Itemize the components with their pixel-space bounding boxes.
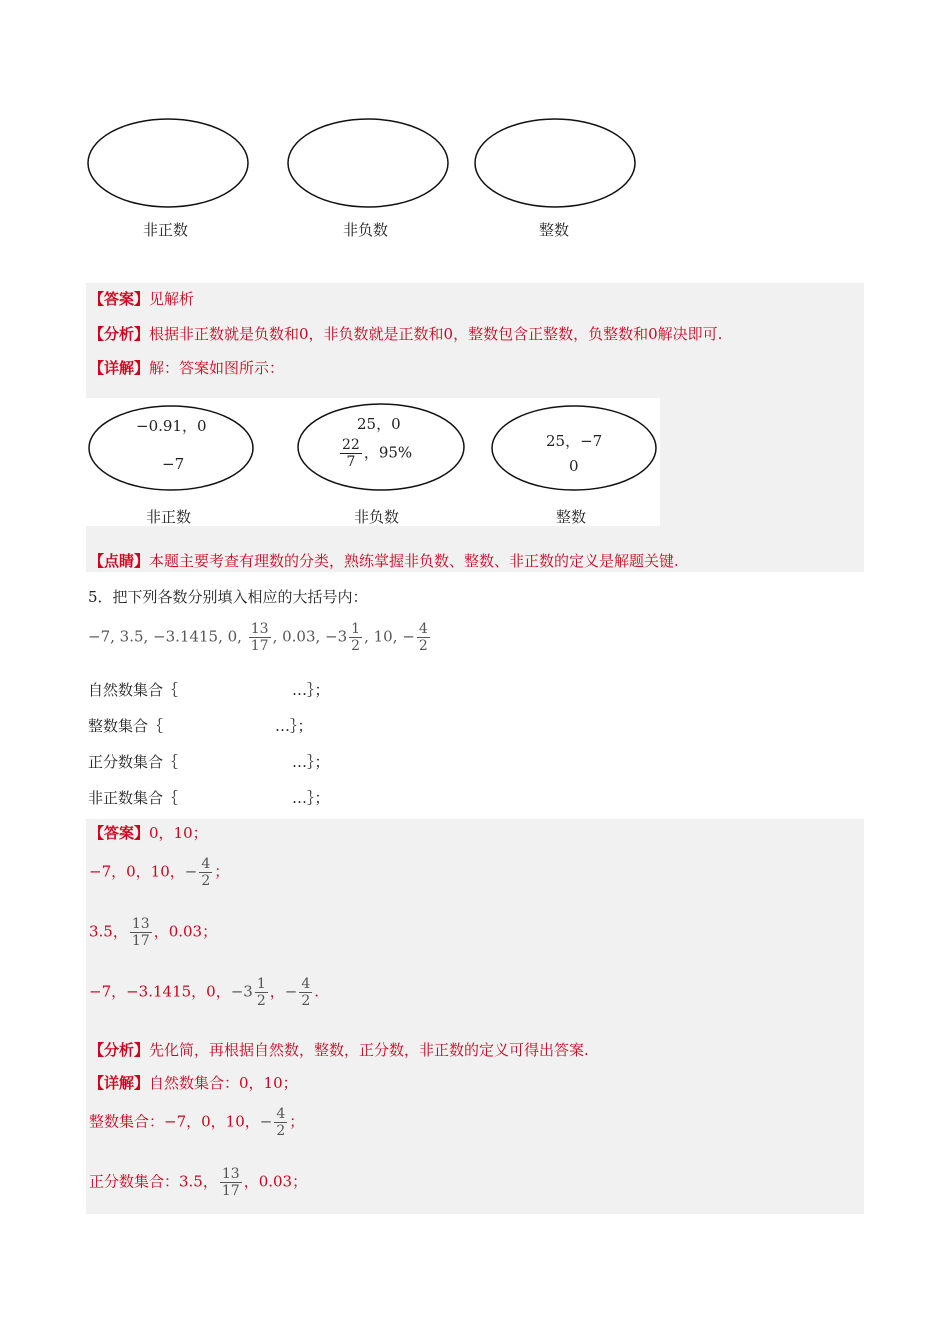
q5-answer-line4: −7，−3.1415，0，−3 $\frac{1}{2}$ ，− $\frac{4}{2}$ .: [89, 976, 320, 1009]
set-integer-label: 整数集合｛: [88, 717, 164, 735]
q4-answer-tag: 【答案】: [89, 290, 150, 308]
set-posfrac-label: 正分数集合｛: [88, 753, 179, 771]
integer-values-1: 25，−7: [546, 432, 603, 450]
q5-answer-line1: 【答案】0，10；: [89, 824, 208, 842]
q4-comment-text: 本题主要考查有理数的分类，熟练掌握非负数、整数、非正数的定义是解题关键.: [149, 552, 679, 570]
q5-detail-line3: 正分数集合：3.5， $\frac{13}{17}$ ，0.03；: [89, 1166, 308, 1199]
top-label-integer: 整数: [539, 221, 570, 239]
q5-stem: 5．把下列各数分别填入相应的大括号内：: [88, 588, 368, 606]
integer-values-2: 0: [569, 457, 579, 475]
nonnegative-values-2: $\frac{22}{7}$ ，95%: [342, 437, 413, 470]
q4-analysis-tag: 【分析】: [89, 325, 150, 343]
answer-label-nonnegative: 非负数: [354, 508, 400, 526]
set-posfrac-end: …｝；: [292, 753, 330, 771]
q4-detail-tag: 【详解】: [89, 359, 150, 377]
top-ellipse-figure: [80, 110, 650, 220]
answer-fraction-13-17: $\frac{13}{17}$: [131, 916, 150, 949]
fraction-13-17: $\frac{13}{17}$: [250, 621, 269, 654]
top-label-nonpositive: 非正数: [143, 221, 189, 239]
set-natural-end: …｝；: [292, 681, 330, 699]
nonpositive-values-2: −7: [162, 455, 185, 473]
q5-detail-line2: 整数集合：−7，0，10，− $\frac{4}{2}$ ；: [89, 1106, 305, 1139]
ellipse-nonnegative: [288, 119, 448, 207]
q4-answer-text: 见解析: [149, 290, 195, 308]
detail-fraction-13-17: $\frac{13}{17}$: [221, 1166, 240, 1199]
set-nonpositive-end: …｝；: [292, 789, 330, 807]
q4-comment-line: [89, 551, 679, 571]
answer-fraction-4-2: $\frac{4}{2}$: [201, 856, 211, 889]
set-nonpositive-label: 非正数集合｛: [88, 789, 179, 807]
set-natural-label: 自然数集合｛: [88, 681, 179, 699]
q5-answer-line3: 3.5， $\frac{13}{17}$ ，0.03；: [89, 916, 218, 949]
q5-detail-line1: 【详解】自然数集合：0，10；: [89, 1074, 298, 1092]
fraction-1-2: $\frac{1}{2}$: [351, 621, 361, 654]
q4-analysis-text: 根据非正数就是负数和0，非负数就是正数和0，整数包含正整数，负整数和0解决即可.: [149, 325, 723, 343]
top-label-nonnegative: 非负数: [343, 221, 389, 239]
answer-label-nonpositive: 非正数: [146, 508, 192, 526]
q5-analysis-line: 【分析】先化简，再根据自然数，整数，正分数，非正数的定义可得出答案.: [89, 1041, 589, 1059]
nonnegative-values-1: 25，0: [357, 415, 401, 433]
fraction-4-2: $\frac{4}{2}$: [418, 621, 428, 654]
answer-fraction-1-2: $\frac{1}{2}$: [256, 976, 266, 1009]
q4-detail-line: [89, 358, 284, 378]
q5-numbers-list: −7, 3.5, −3.1415, 0, $\frac{13}{17}$ , 0.03, −3 $\frac{1}{2}$ , 10, − $\frac{4}{2}$: [88, 621, 428, 654]
q4-answer-line: [89, 289, 194, 309]
set-integer-end: …｝；: [275, 717, 313, 735]
q4-comment-tag: 【点睛】: [89, 552, 150, 570]
q5-answer-line2: −7，0，10，− $\frac{4}{2}$ ；: [89, 856, 230, 889]
ellipse-integer: [475, 119, 635, 207]
answer-label-integer: 整数: [556, 508, 587, 526]
q4-analysis-line: [89, 324, 722, 344]
detail-fraction-4-2: $\frac{4}{2}$: [276, 1106, 286, 1139]
nonpositive-values-1: −0.91，0: [136, 417, 207, 435]
ellipse-nonpositive: [88, 119, 248, 207]
q4-detail-text: 解：答案如图所示：: [149, 359, 285, 377]
fraction-22-7: $\frac{22}{7}$: [342, 437, 360, 470]
answer-fraction-4-2b: $\frac{4}{2}$: [301, 976, 311, 1009]
